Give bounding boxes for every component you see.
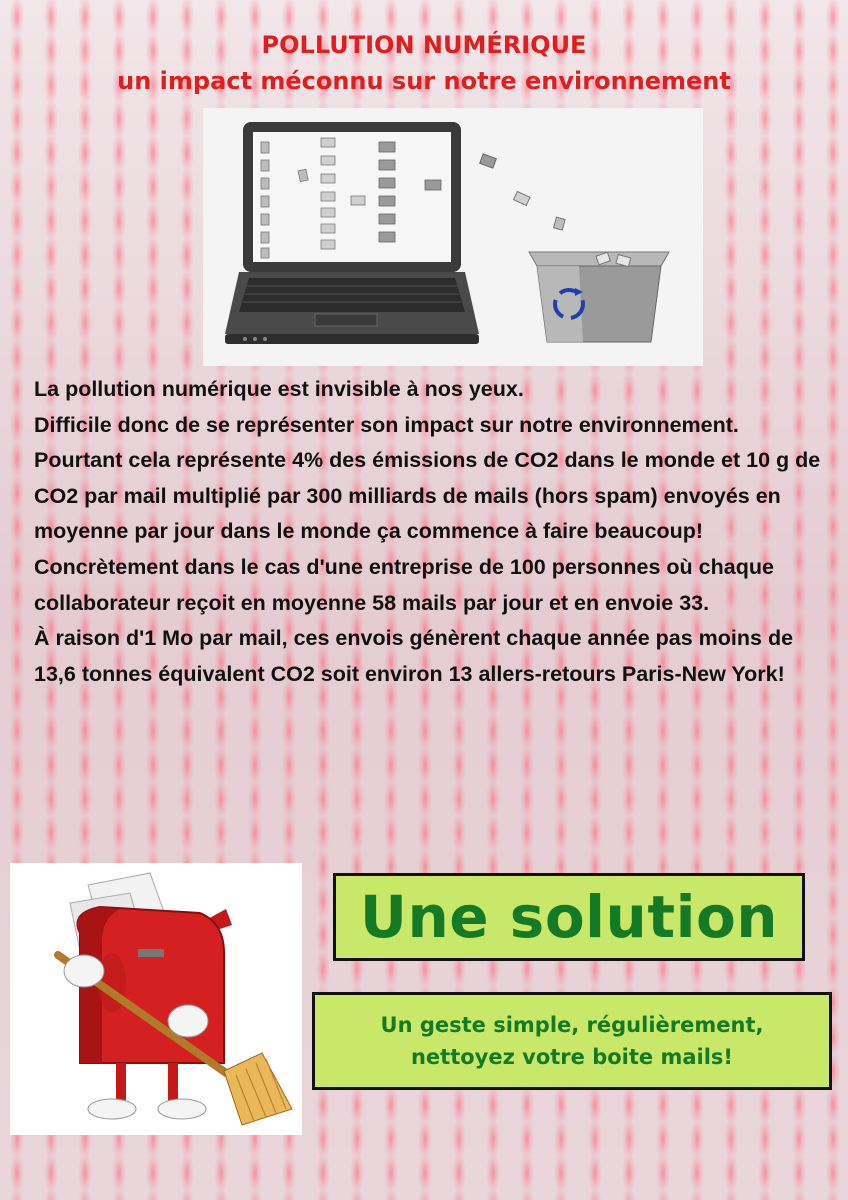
tip-line-2: nettoyez votre boite mails! [410, 1045, 733, 1069]
paragraph-5: À raison d'1 Mo par mail, ces envois génèrent chaque année pas moins de 13,6 tonnes équivalent CO2 soit environ 13 allers-retours Paris-New York! [34, 626, 794, 686]
paragraph-1: La pollution numérique est invisible à nos yeux. [34, 377, 524, 401]
mailbox-broom-character [10, 863, 302, 1135]
solution-heading-box [333, 873, 805, 961]
laptop-recycle-bin-illustration [203, 108, 703, 366]
title-line-1: POLLUTION NUMÉRIQUE [261, 31, 587, 59]
solution-heading: Une solution [359, 883, 779, 951]
page-title [0, 30, 848, 96]
title-line-2: un impact méconnu sur notre environnement [117, 67, 731, 95]
paragraph-3: Pourtant cela représente 4% des émissions de CO2 dans le monde et 10 g de CO2 par mail multiplié par 300 milliards de mails (hors spam) envoyés en moyenne par jour dans le monde ça commence à faire beaucoup! [34, 448, 821, 544]
tip-line-1: Un geste simple, régulièrement, [380, 1013, 764, 1037]
paragraph-2: Difficile donc de se représenter son impact sur notre environnement. [34, 412, 739, 437]
tip-box [312, 992, 832, 1090]
body-text [34, 372, 824, 692]
paragraph-4: Concrètement dans le cas d'une entreprise de 100 personnes où chaque collaborateur reçoit en moyenne 58 mails par jour et en envoie 33. [34, 554, 774, 615]
